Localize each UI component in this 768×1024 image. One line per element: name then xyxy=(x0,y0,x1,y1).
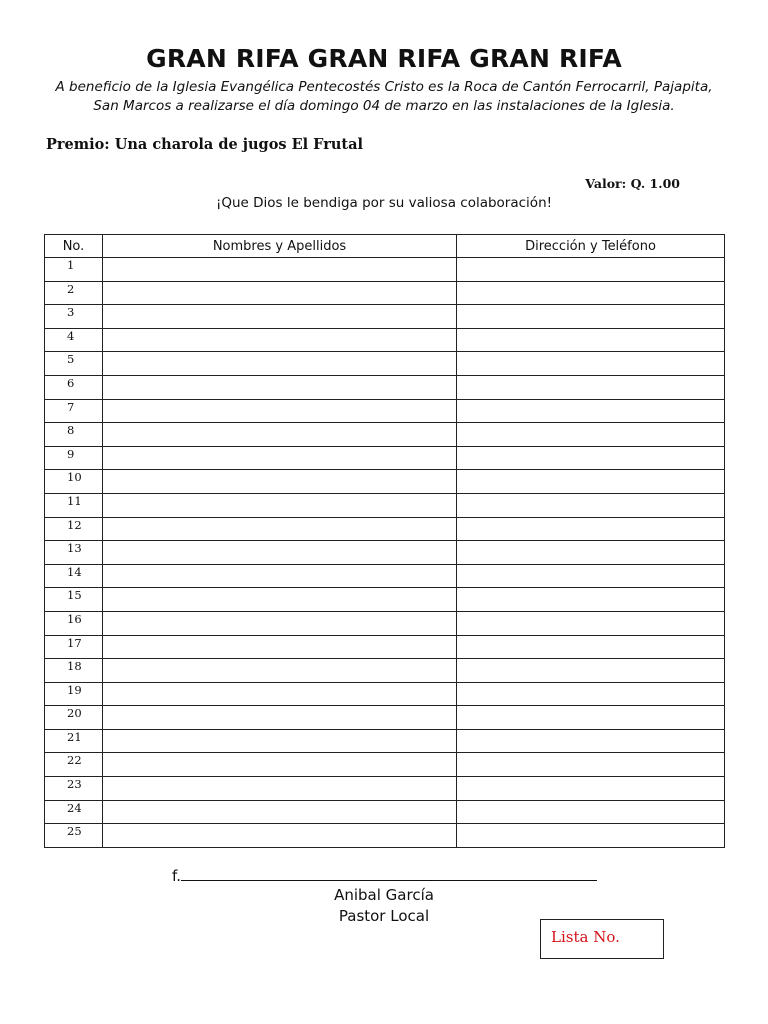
table-row xyxy=(45,328,725,352)
name-cell[interactable] xyxy=(103,399,457,423)
name-cell[interactable] xyxy=(103,659,457,683)
row-number: 25 xyxy=(45,824,103,848)
row-number: 4 xyxy=(45,328,103,352)
address-phone-cell[interactable] xyxy=(457,800,725,824)
row-number: 12 xyxy=(45,517,103,541)
address-phone-cell[interactable] xyxy=(457,423,725,447)
address-phone-cell[interactable] xyxy=(457,328,725,352)
blessing-text: ¡Que Dios le bendiga por su valiosa colaboración! xyxy=(215,195,553,211)
row-number: 18 xyxy=(45,659,103,683)
list-number-label: Lista No. xyxy=(551,928,620,946)
list-number-box xyxy=(540,919,664,959)
row-number: 6 xyxy=(45,375,103,399)
table-row xyxy=(45,517,725,541)
table-row xyxy=(45,635,725,659)
name-cell[interactable] xyxy=(103,517,457,541)
name-cell[interactable] xyxy=(103,375,457,399)
table-row xyxy=(45,753,725,777)
address-phone-cell[interactable] xyxy=(457,517,725,541)
address-phone-cell[interactable] xyxy=(457,446,725,470)
table-row xyxy=(45,541,725,565)
name-cell[interactable] xyxy=(103,564,457,588)
signature-line xyxy=(172,866,597,885)
address-phone-cell[interactable] xyxy=(457,706,725,730)
name-cell[interactable] xyxy=(103,446,457,470)
row-number: 11 xyxy=(45,493,103,517)
table-row xyxy=(45,588,725,612)
table-row xyxy=(45,305,725,329)
pastor-name: Anibal García xyxy=(334,886,434,904)
address-phone-cell[interactable] xyxy=(457,753,725,777)
row-number: 22 xyxy=(45,753,103,777)
name-cell[interactable] xyxy=(103,541,457,565)
row-number: 24 xyxy=(45,800,103,824)
address-phone-cell[interactable] xyxy=(457,729,725,753)
row-number: 5 xyxy=(45,352,103,376)
row-number: 10 xyxy=(45,470,103,494)
address-phone-cell[interactable] xyxy=(457,659,725,683)
name-cell[interactable] xyxy=(103,753,457,777)
name-cell[interactable] xyxy=(103,800,457,824)
address-phone-cell[interactable] xyxy=(457,777,725,801)
ticket-value: Valor: Q. 1.00 xyxy=(585,176,680,191)
row-number: 19 xyxy=(45,682,103,706)
name-cell[interactable] xyxy=(103,470,457,494)
name-cell[interactable] xyxy=(103,777,457,801)
address-phone-cell[interactable] xyxy=(457,611,725,635)
row-number: 15 xyxy=(45,588,103,612)
table-body xyxy=(45,258,725,848)
table-row xyxy=(45,399,725,423)
row-number: 21 xyxy=(45,729,103,753)
table-row xyxy=(45,375,725,399)
table-row xyxy=(45,611,725,635)
address-phone-cell[interactable] xyxy=(457,541,725,565)
name-cell[interactable] xyxy=(103,682,457,706)
table-row xyxy=(45,706,725,730)
table-row xyxy=(45,777,725,801)
name-cell[interactable] xyxy=(103,635,457,659)
table-row xyxy=(45,682,725,706)
row-number: 23 xyxy=(45,777,103,801)
name-cell[interactable] xyxy=(103,281,457,305)
signature-prefix: f. xyxy=(172,867,181,885)
table-row xyxy=(45,258,725,282)
address-phone-cell[interactable] xyxy=(457,493,725,517)
table-row xyxy=(45,423,725,447)
row-number: 20 xyxy=(45,706,103,730)
row-number: 1 xyxy=(45,258,103,282)
address-phone-cell[interactable] xyxy=(457,564,725,588)
table-row xyxy=(45,729,725,753)
address-phone-cell[interactable] xyxy=(457,281,725,305)
table-header-row xyxy=(45,235,725,258)
header-number: No. xyxy=(45,235,103,258)
address-phone-cell[interactable] xyxy=(457,375,725,399)
participants-table xyxy=(44,234,725,848)
row-number: 8 xyxy=(45,423,103,447)
row-number: 13 xyxy=(45,541,103,565)
address-phone-cell[interactable] xyxy=(457,399,725,423)
address-phone-cell[interactable] xyxy=(457,635,725,659)
name-cell[interactable] xyxy=(103,706,457,730)
prize-text: Premio: Una charola de jugos El Frutal xyxy=(46,136,364,153)
header-names: Nombres y Apellidos xyxy=(103,235,457,258)
address-phone-cell[interactable] xyxy=(457,258,725,282)
page-title: GRAN RIFA GRAN RIFA GRAN RIFA xyxy=(146,44,622,73)
row-number: 3 xyxy=(45,305,103,329)
address-phone-cell[interactable] xyxy=(457,470,725,494)
row-number: 17 xyxy=(45,635,103,659)
row-number: 14 xyxy=(45,564,103,588)
name-cell[interactable] xyxy=(103,493,457,517)
table-row xyxy=(45,800,725,824)
table-row xyxy=(45,281,725,305)
table-row xyxy=(45,352,725,376)
address-phone-cell[interactable] xyxy=(457,352,725,376)
row-number: 7 xyxy=(45,399,103,423)
name-cell[interactable] xyxy=(103,305,457,329)
name-cell[interactable] xyxy=(103,328,457,352)
table-row xyxy=(45,446,725,470)
address-phone-cell[interactable] xyxy=(457,682,725,706)
table-row xyxy=(45,470,725,494)
name-cell[interactable] xyxy=(103,352,457,376)
participants-table-container xyxy=(44,234,724,848)
table-row xyxy=(45,659,725,683)
name-cell[interactable] xyxy=(103,588,457,612)
address-phone-cell[interactable] xyxy=(457,824,725,848)
name-cell[interactable] xyxy=(103,611,457,635)
pastor-title: Pastor Local xyxy=(338,907,430,925)
name-cell[interactable] xyxy=(103,729,457,753)
table-row xyxy=(45,824,725,848)
row-number: 16 xyxy=(45,611,103,635)
address-phone-cell[interactable] xyxy=(457,588,725,612)
row-number: 2 xyxy=(45,281,103,305)
page-subtitle: A beneficio de la Iglesia Evangélica Pentecostés Cristo es la Roca de Cantón Ferrocarril, Pajapita, San Marcos a realizarse el día domingo 04 de marzo en las instalaciones de la Iglesia. xyxy=(55,79,713,114)
row-number: 9 xyxy=(45,446,103,470)
header-address-phone: Dirección y Teléfono xyxy=(457,235,725,258)
table-row xyxy=(45,564,725,588)
signature-blank xyxy=(181,866,597,881)
table-row xyxy=(45,493,725,517)
name-cell[interactable] xyxy=(103,824,457,848)
name-cell[interactable] xyxy=(103,258,457,282)
address-phone-cell[interactable] xyxy=(457,305,725,329)
name-cell[interactable] xyxy=(103,423,457,447)
